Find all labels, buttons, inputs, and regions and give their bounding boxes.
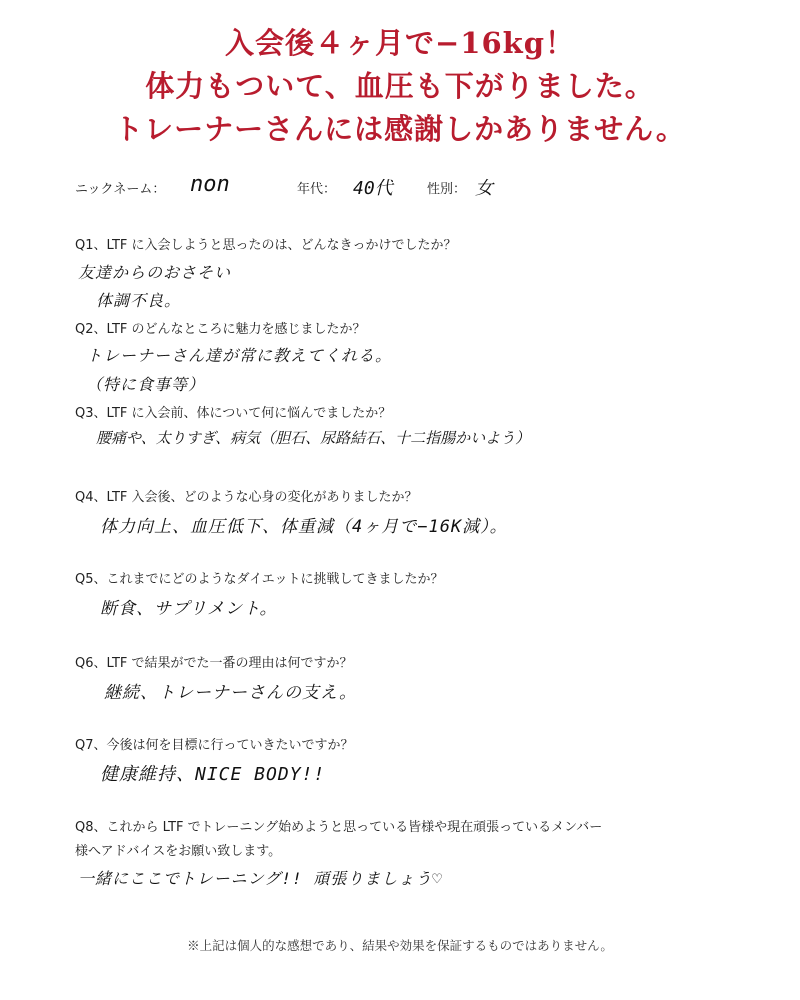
question-8: Q8、これから LTF でトレーニング始めようと思っている皆様や現在頑張っているメンバー [75,820,603,835]
gender-label: 性別： [427,182,467,197]
question-1: Q1、LTF に入会しようと思ったのは、どんなきっかけでしたか？ [75,238,457,253]
answer-2-line-1: トレーナーさん達が常に教えてくれる。 [86,346,393,365]
question-8-continued: 様へアドバイスをお願い致します。 [75,844,282,859]
age-value: 40代 [353,178,393,199]
headline [0,22,800,151]
headline-line-1: 入会後４ヶ月で−16kg！ [224,26,576,60]
question-3: Q3、LTF に入会前、体について何に悩んでましたか？ [75,406,392,421]
question-7: Q7、今後は何を目標に行っていきたいですか？ [75,738,354,753]
answer-3-line-1: 腰痛や、太りすぎ、病気（胆石、尿路結石、十二指腸かいよう） [96,429,531,447]
age-label: 年代： [297,182,337,197]
profile-row [75,172,725,208]
nickname-label: ニックネーム： [75,182,166,197]
headline-line-2: 体力もついて、血圧も下がりました。 [145,69,655,103]
answer-1-line-1: 友達からのおさそい [78,263,232,282]
gender-value: 女 [475,178,493,199]
answer-5-line-1: 断食、サプリメント。 [100,599,278,619]
question-6: Q6、LTF で結果がでた一番の理由は何ですか？ [75,656,353,671]
answer-7-line-1: 健康維持、NICE BODY!! [100,764,326,785]
disclaimer-footer: ※上記は個人的な感想であり、結果や効果を保証するものではありません。 [187,938,613,953]
answer-2-line-2: （特に食事等） [86,375,206,394]
answer-6-line-1: 継続、トレーナーさんの支え。 [104,683,358,703]
question-2: Q2、LTF のどんなところに魅力を感じましたか？ [75,322,366,337]
nickname-value: non [190,172,230,197]
question-5: Q5、これまでにどのようなダイエットに挑戦してきましたか？ [75,572,444,587]
answer-1-line-2: 体調不良。 [96,291,182,310]
answer-8-line-1: 一緒にここでトレーニング!! 頑張りましょう♡ [78,869,443,888]
question-4: Q4、LTF 入会後、どのような心身の変化がありましたか？ [75,490,418,505]
headline-line-3: トレーナーさんには感謝しかありません。 [114,112,686,146]
answer-4-line-1: 体力向上、血圧低下、体重減（4ヶ月で−16K減）。 [100,517,508,537]
